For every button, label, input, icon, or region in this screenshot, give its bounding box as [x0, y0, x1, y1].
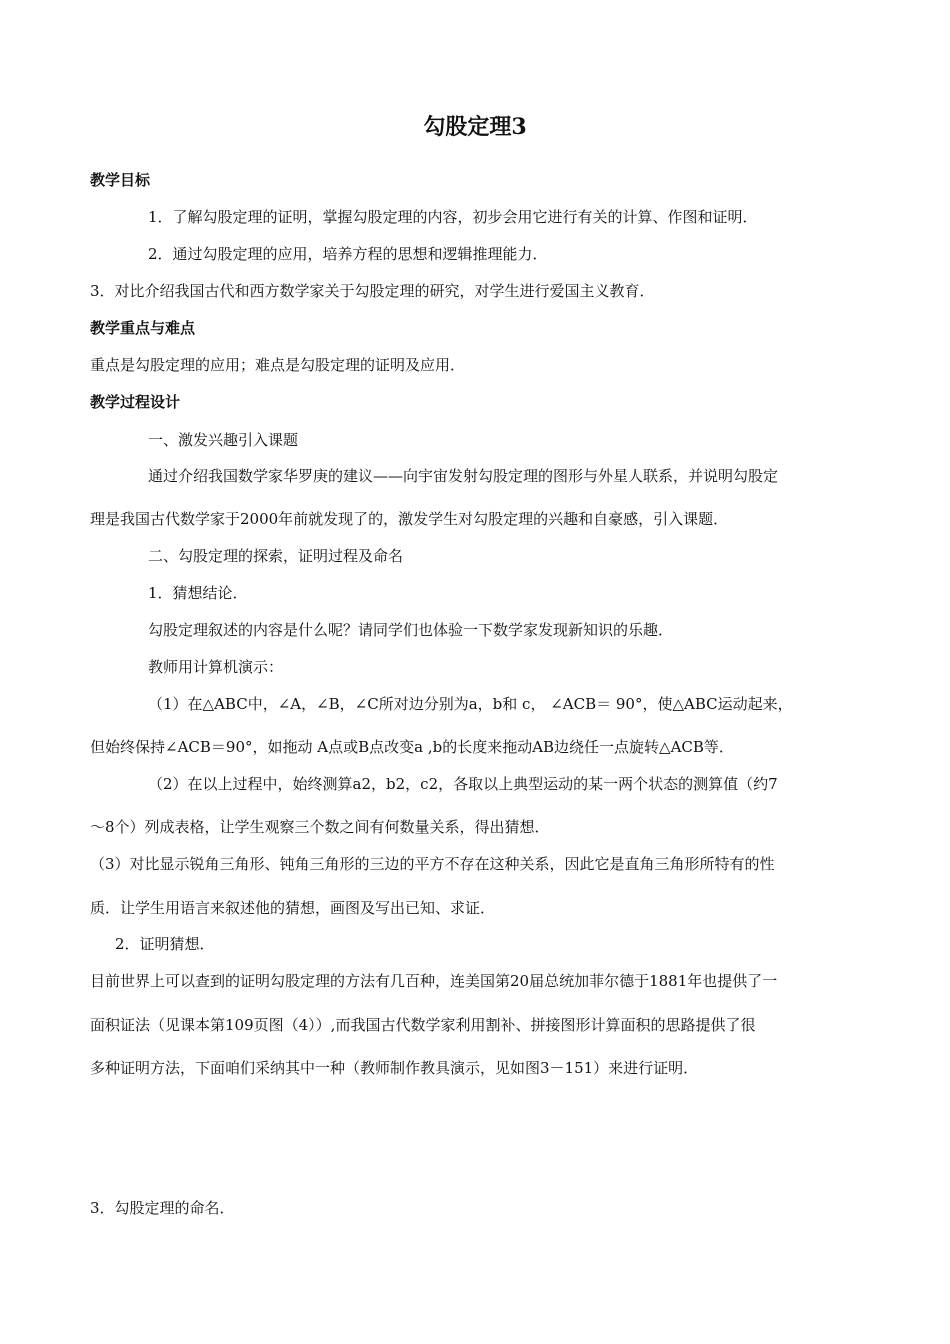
paragraph-line: 多种证明方法，下面咱们采纳其中一种（教师制作教具演示，见如图3－151）来进行证明． [90, 1059, 699, 1077]
paragraph-line: 重点是勾股定理的应用；难点是勾股定理的证明及应用． [90, 356, 466, 374]
paragraph-line: 目前世界上可以查到的证明勾股定理的方法有几百种，连美国第20届总统加菲尔德于1881年也提供了一 [90, 972, 778, 990]
section-heading-process: 教学过程设计 [90, 393, 181, 411]
paragraph-line: 3．勾股定理的命名． [90, 1199, 235, 1217]
paragraph-line: 2．通过勾股定理的应用，培养方程的思想和逻辑推理能力． [148, 245, 548, 263]
page-title: 勾股定理3 [423, 114, 527, 140]
paragraph-line: （2）在以上过程中，始终测算a2，b2，c2，各取以上典型运动的某一两个状态的测算值（约7 [148, 775, 778, 793]
paragraph-line: 质．让学生用语言来叙述他的猜想，画图及写出已知、求证． [90, 899, 496, 917]
paragraph-line: （1）在△ABC中，∠A，∠B，∠C所对边分别为a，b和 c， ∠ACB＝ 90°，使△ABC运动起来， [148, 695, 793, 713]
paragraph-line: 勾股定理叙述的内容是什么呢？请同学们也体验一下数学家发现新知识的乐趣． [148, 621, 674, 639]
section-heading-objectives: 教学目标 [90, 171, 151, 189]
paragraph-line: 理是我国古代数学家于2000年前就发现了的，激发学生对勾股定理的兴趣和自豪感，引入课题． [90, 510, 729, 528]
paragraph-line: 2．证明猜想． [115, 935, 215, 953]
paragraph-line: 1．了解勾股定理的证明，掌握勾股定理的内容，初步会用它进行有关的计算、作图和证明． [148, 208, 758, 226]
paragraph-line: 教师用计算机演示： [148, 658, 284, 676]
paragraph-line: 二、勾股定理的探索，证明过程及命名 [148, 547, 404, 565]
section-heading-keypoints: 教学重点与难点 [90, 319, 196, 337]
paragraph-line: （3）对比显示锐角三角形、钝角三角形的三边的平方不存在这种关系，因此它是直角三角形所特有的性 [90, 855, 775, 873]
paragraph-line: 3．对比介绍我国古代和西方数学家关于勾股定理的研究，对学生进行爱国主义教育． [90, 282, 655, 300]
paragraph-line: 但始终保持∠ACB＝90°，如拖动 A点或B点改变a ,b的长度来拖动AB边绕任一点旋转△ACB等． [90, 738, 734, 756]
paragraph-line: 一、激发兴趣引入课题 [148, 431, 299, 449]
paragraph-line: 通过介绍我国数学家华罗庚的建议——向宇宙发射勾股定理的图形与外星人联系，并说明勾股定 [148, 467, 779, 485]
paragraph-line: 面积证法（见课本第109页图（4））,而我国古代数学家利用割补、拼接图形计算面积的思路提供了很 [90, 1016, 756, 1034]
paragraph-line: ～8个）列成表格，让学生观察三个数之间有何数量关系，得出猜想． [90, 818, 550, 836]
paragraph-line: 1．猜想结论． [148, 584, 248, 602]
